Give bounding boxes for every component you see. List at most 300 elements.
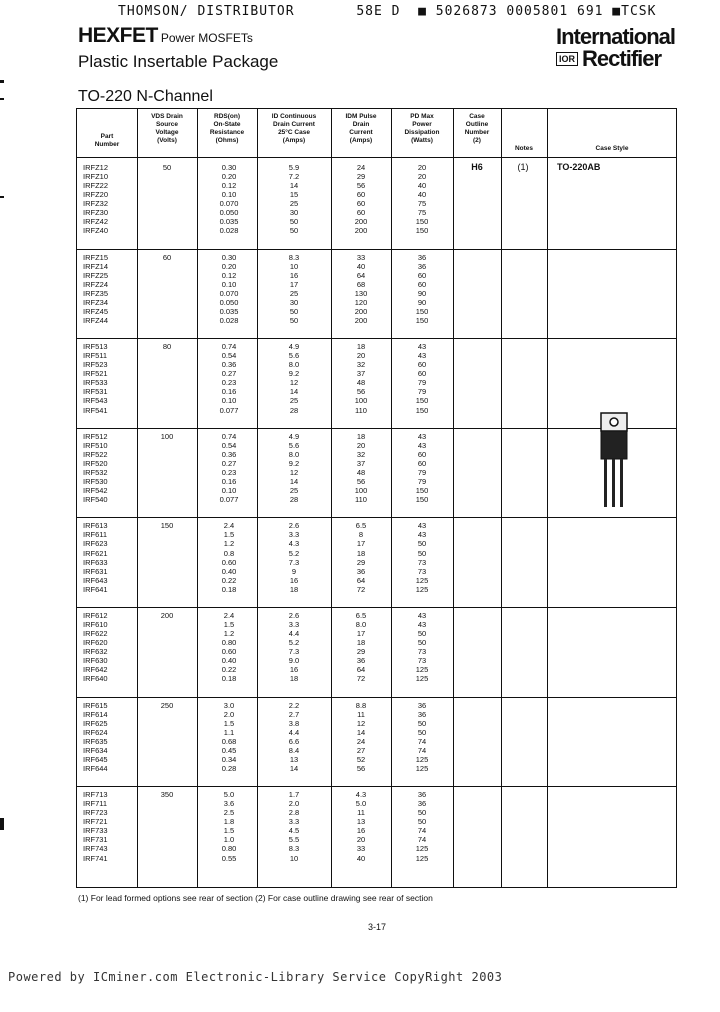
rds-value: 0.10 <box>221 190 237 200</box>
header-case: Case Outline Number (2) <box>464 113 490 144</box>
pd-value: 50 <box>417 638 427 648</box>
pd-value: 150 <box>415 306 429 316</box>
case-style-value: TO-220AB <box>557 162 601 172</box>
rds-value: 0.36 <box>221 360 237 370</box>
footnote: (1) For lead formed options see rear of section (2) For case outline drawing see rear of section <box>78 893 433 903</box>
part-number: IRF523 <box>83 360 108 370</box>
pd-value: 125 <box>415 763 429 773</box>
rds-value: 0.54 <box>221 351 237 361</box>
part-number: IRF624 <box>83 727 108 737</box>
id-value: 2.6 <box>288 611 300 620</box>
pd-value: 50 <box>417 718 427 728</box>
rds-value: 1.1 <box>223 727 235 737</box>
part-number: IRF634 <box>83 745 108 755</box>
pd-value: 125 <box>415 853 429 863</box>
idm-value: 64 <box>356 575 366 585</box>
idm-value: 29 <box>356 647 366 657</box>
id-value: 50 <box>289 315 299 325</box>
rds-value: 0.23 <box>221 378 237 388</box>
id-value: 25 <box>289 288 299 298</box>
rds-value: 1.5 <box>223 620 235 630</box>
idm-value: 72 <box>356 674 366 684</box>
id-value: 28 <box>289 405 299 415</box>
id-value: 2.0 <box>288 799 300 809</box>
part-number: IRF635 <box>83 736 108 746</box>
idm-value: 8.0 <box>355 620 367 630</box>
part-number: IRF733 <box>83 826 108 836</box>
pd-value: 125 <box>415 665 429 675</box>
part-number: IRFZ20 <box>83 190 109 200</box>
note-value: (1) <box>517 162 529 172</box>
idm-value: 32 <box>356 360 366 370</box>
part-number: IRF743 <box>83 844 108 854</box>
rds-value: 0.050 <box>219 297 239 307</box>
id-value: 50 <box>289 226 299 236</box>
part-number: IRFZ32 <box>83 199 109 209</box>
idm-value: 24 <box>356 736 366 746</box>
rds-value: 3.6 <box>223 799 235 809</box>
id-value: 9 <box>291 566 297 576</box>
part-number: IRF621 <box>83 548 108 558</box>
scan-mark <box>0 818 4 830</box>
rds-value: 0.028 <box>219 226 239 236</box>
id-value: 12 <box>289 378 299 388</box>
ior-badge: IOR <box>556 52 578 66</box>
rds-value: 0.55 <box>221 853 237 863</box>
id-value: 8.0 <box>288 360 300 370</box>
package-subtitle: Plastic Insertable Package <box>78 52 279 71</box>
rds-value: 0.40 <box>221 566 237 576</box>
idm-value: 14 <box>356 727 366 737</box>
pd-value: 36 <box>417 252 427 262</box>
company-logo <box>556 46 661 72</box>
part-number: IRF522 <box>83 449 108 459</box>
rds-value: 0.12 <box>221 270 237 280</box>
part-number: IRF543 <box>83 396 108 406</box>
idm-value: 18 <box>356 638 366 648</box>
id-value: 5.2 <box>288 638 300 648</box>
idm-value: 48 <box>356 378 366 388</box>
part-number: IRFZ44 <box>83 315 109 325</box>
logo-line-2: Rectifier <box>582 46 662 71</box>
pd-value: 20 <box>417 163 427 172</box>
rds-value: 0.23 <box>221 467 237 477</box>
vds-value: 60 <box>162 252 172 262</box>
section-title: TO-220 N-Channel <box>78 88 213 105</box>
pd-value: 75 <box>417 208 427 218</box>
idm-value: 13 <box>356 817 366 827</box>
pd-value: 60 <box>417 270 427 280</box>
part-number: IRFZ45 <box>83 306 109 316</box>
rds-value: 0.80 <box>221 844 237 854</box>
idm-value: 56 <box>356 387 366 397</box>
rds-value: 0.54 <box>221 440 237 450</box>
rds-value: 0.74 <box>221 431 237 441</box>
id-value: 18 <box>289 674 299 684</box>
part-number: IRF620 <box>83 638 108 648</box>
part-number: IRF723 <box>83 808 108 818</box>
part-number: IRFZ35 <box>83 288 109 298</box>
header-part: Part Number <box>94 133 120 148</box>
id-value: 25 <box>289 486 299 496</box>
header-id: ID Continuous Drain Current 25°C Case (Amps) <box>271 113 317 144</box>
id-value: 7.3 <box>288 557 300 567</box>
idm-value: 36 <box>356 656 366 666</box>
rds-value: 0.10 <box>221 486 237 496</box>
idm-value: 200 <box>354 217 368 227</box>
rds-value: 0.028 <box>219 315 239 325</box>
rds-value: 0.60 <box>221 647 237 657</box>
rds-value: 1.5 <box>223 718 235 728</box>
id-value: 28 <box>289 495 299 505</box>
pd-value: 60 <box>417 279 427 289</box>
pd-value: 73 <box>417 656 427 666</box>
id-value: 5.6 <box>288 440 300 450</box>
idm-value: 20 <box>356 351 366 361</box>
part-number: IRF644 <box>83 763 108 773</box>
part-number: IRF531 <box>83 387 108 397</box>
pd-value: 60 <box>417 449 427 459</box>
id-value: 14 <box>289 387 299 397</box>
id-value: 3.8 <box>288 718 300 728</box>
idm-value: 110 <box>355 405 367 415</box>
vds-value: 50 <box>162 163 172 172</box>
id-value: 10 <box>289 261 299 271</box>
idm-value: 56 <box>356 763 366 773</box>
part-number: IRF612 <box>83 611 108 620</box>
pd-value: 43 <box>417 611 427 620</box>
rds-value: 0.16 <box>221 387 237 397</box>
pd-value: 36 <box>417 709 427 719</box>
part-number: IRF611 <box>83 530 108 540</box>
pd-value: 43 <box>417 440 427 450</box>
rds-value: 0.077 <box>219 405 239 415</box>
vds-value: 150 <box>160 521 174 531</box>
part-number: IRFZ34 <box>83 297 109 307</box>
idm-value: 6.5 <box>355 521 367 531</box>
rds-value: 0.45 <box>221 745 237 755</box>
part-number: IRFZ22 <box>83 181 109 191</box>
part-number: IRF521 <box>83 369 108 379</box>
pd-value: 125 <box>415 844 429 854</box>
rds-value: 2.0 <box>223 709 235 719</box>
vds-value: 200 <box>160 611 174 620</box>
rds-value: 2.4 <box>223 521 235 531</box>
id-value: 50 <box>289 217 299 227</box>
pd-value: 40 <box>417 190 427 200</box>
pd-value: 36 <box>417 261 427 271</box>
pd-value: 36 <box>417 700 427 710</box>
id-value: 13 <box>289 754 299 764</box>
idm-value: 56 <box>356 181 366 191</box>
id-value: 8.0 <box>288 449 300 459</box>
idm-value: 11 <box>357 709 365 719</box>
rds-value: 1.0 <box>223 835 235 845</box>
scan-mark <box>0 80 4 83</box>
rds-value: 0.30 <box>221 163 237 172</box>
part-number: IRF510 <box>83 440 108 450</box>
idm-value: 100 <box>354 486 368 496</box>
part-number: IRF642 <box>83 665 108 675</box>
vds-value: 80 <box>162 342 172 352</box>
id-value: 25 <box>289 396 299 406</box>
logo-line-1: International <box>556 24 676 49</box>
distributor-stamp: THOMSON/ DISTRIBUTOR 58E D ■ 5026873 0005801 691 ■TCSK <box>118 4 657 19</box>
id-value: 3.3 <box>288 620 300 630</box>
header-case-style: Case Style <box>595 145 629 152</box>
rds-value: 0.36 <box>221 449 237 459</box>
id-value: 16 <box>289 575 299 585</box>
rds-value: 0.27 <box>221 458 237 468</box>
rds-value: 0.40 <box>221 656 237 666</box>
idm-value: 33 <box>356 252 366 262</box>
part-number: IRFZ15 <box>83 252 109 262</box>
pd-value: 150 <box>415 486 429 496</box>
part-number: IRF511 <box>83 351 108 361</box>
pd-value: 40 <box>417 181 427 191</box>
rds-value: 0.22 <box>221 665 237 675</box>
idm-value: 37 <box>356 458 366 468</box>
vds-value: 350 <box>160 790 174 800</box>
header-pd: PD Max Power Dissipation (Watts) <box>404 113 440 144</box>
spec-table <box>76 108 677 888</box>
pd-value: 50 <box>417 539 427 549</box>
part-number: IRF530 <box>83 477 108 487</box>
id-value: 4.5 <box>288 826 300 836</box>
id-value: 14 <box>289 763 299 773</box>
id-value: 2.8 <box>288 808 300 818</box>
part-number: IRF512 <box>83 431 108 441</box>
rds-value: 0.070 <box>219 288 239 298</box>
idm-value: 37 <box>356 369 366 379</box>
pd-value: 74 <box>417 736 427 746</box>
part-number: IRF713 <box>83 790 108 800</box>
idm-value: 52 <box>356 754 366 764</box>
title-main: HEXFET <box>78 24 158 47</box>
part-number: IRF633 <box>83 557 108 567</box>
idm-value: 200 <box>354 306 368 316</box>
idm-value: 12 <box>356 718 366 728</box>
part-number: IRF645 <box>83 754 108 764</box>
id-value: 5.2 <box>288 548 300 558</box>
idm-value: 60 <box>356 199 366 209</box>
id-value: 3.3 <box>288 530 300 540</box>
idm-value: 40 <box>356 853 366 863</box>
part-number: IRF542 <box>83 486 108 496</box>
rds-value: 0.18 <box>221 674 237 684</box>
part-number: IRF615 <box>83 700 108 710</box>
header-notes: Notes <box>514 145 534 152</box>
pd-value: 50 <box>417 808 427 818</box>
rds-value: 0.050 <box>219 208 239 218</box>
rds-value: 0.60 <box>221 557 237 567</box>
id-value: 25 <box>289 199 299 209</box>
pd-value: 43 <box>417 521 427 531</box>
part-number: IRF520 <box>83 458 108 468</box>
header-vds: VDS Drain Source Voltage (Volts) <box>151 113 183 144</box>
idm-value: 29 <box>356 557 366 567</box>
rds-value: 0.077 <box>219 495 239 505</box>
pd-value: 74 <box>417 745 427 755</box>
rds-value: 0.035 <box>219 217 239 227</box>
rds-value: 0.22 <box>221 575 237 585</box>
rds-value: 0.20 <box>221 172 237 182</box>
part-number: IRF613 <box>83 521 108 531</box>
rds-value: 1.8 <box>223 817 235 827</box>
pd-value: 43 <box>417 351 427 361</box>
pd-value: 79 <box>417 378 427 388</box>
part-number: IRFZ14 <box>83 261 109 271</box>
pd-value: 90 <box>417 297 427 307</box>
pd-value: 150 <box>415 217 429 227</box>
idm-value: 64 <box>356 270 366 280</box>
rds-value: 3.0 <box>223 700 235 710</box>
pd-value: 43 <box>417 530 427 540</box>
id-value: 3.3 <box>288 817 300 827</box>
part-number: IRFZ40 <box>83 226 109 236</box>
rds-value: 1.2 <box>223 629 235 639</box>
idm-value: 4.3 <box>355 790 367 800</box>
pd-value: 73 <box>417 566 427 576</box>
part-number: IRF643 <box>83 575 108 585</box>
scan-mark <box>0 196 4 198</box>
rds-value: 0.8 <box>223 548 235 558</box>
pd-value: 43 <box>417 431 427 441</box>
pd-value: 79 <box>417 477 427 487</box>
pd-value: 43 <box>417 342 427 352</box>
rds-value: 1.2 <box>223 539 235 549</box>
pd-value: 50 <box>417 629 427 639</box>
idm-value: 29 <box>356 172 366 182</box>
part-number: IRF640 <box>83 674 108 684</box>
pd-value: 43 <box>417 620 427 630</box>
rds-value: 0.30 <box>221 252 237 262</box>
id-value: 12 <box>289 467 299 477</box>
pd-value: 150 <box>415 315 429 325</box>
rds-value: 1.5 <box>223 826 235 836</box>
pd-value: 50 <box>417 548 427 558</box>
pd-value: 74 <box>417 826 427 836</box>
rds-value: 5.0 <box>223 790 235 800</box>
rds-value: 0.20 <box>221 261 237 271</box>
part-number: IRF711 <box>83 799 108 809</box>
part-number: IRF632 <box>83 647 108 657</box>
idm-value: 48 <box>356 467 366 477</box>
idm-value: 16 <box>356 826 366 836</box>
id-value: 4.3 <box>288 539 300 549</box>
id-value: 16 <box>289 270 299 280</box>
footer-credit: Powered by ICminer.com Electronic-Library Service CopyRight 2003 <box>8 970 503 984</box>
idm-value: 8 <box>358 530 364 540</box>
part-number: IRF622 <box>83 629 108 639</box>
idm-value: 72 <box>356 584 366 594</box>
idm-value: 27 <box>356 745 366 755</box>
scan-mark <box>0 98 4 100</box>
part-number: IRF630 <box>83 656 108 666</box>
idm-value: 20 <box>356 440 366 450</box>
rds-value: 0.10 <box>221 279 237 289</box>
pd-value: 20 <box>417 172 427 182</box>
rds-value: 2.5 <box>223 808 235 818</box>
rds-value: 2.4 <box>223 611 235 620</box>
idm-value: 5.0 <box>355 799 367 809</box>
idm-value: 110 <box>355 495 367 505</box>
id-value: 4.4 <box>288 727 300 737</box>
idm-value: 20 <box>356 835 366 845</box>
idm-value: 130 <box>354 288 368 298</box>
part-number: IRF721 <box>83 817 108 827</box>
idm-value: 68 <box>356 279 366 289</box>
pd-value: 50 <box>417 817 427 827</box>
idm-value: 18 <box>356 548 366 558</box>
part-number: IRF540 <box>83 495 108 505</box>
vds-value: 100 <box>160 431 174 441</box>
rds-value: 0.68 <box>221 736 237 746</box>
idm-value: 200 <box>354 226 368 236</box>
pd-value: 79 <box>417 467 427 477</box>
id-value: 2.7 <box>288 709 300 719</box>
part-number: IRF641 <box>83 584 108 594</box>
id-value: 30 <box>289 208 299 218</box>
idm-value: 8.8 <box>355 700 367 710</box>
idm-value: 36 <box>356 566 366 576</box>
id-value: 14 <box>289 181 299 191</box>
id-value: 2.6 <box>288 521 300 531</box>
page-number: 3-17 <box>368 922 387 932</box>
id-value: 14 <box>289 477 299 487</box>
part-number: IRF532 <box>83 467 108 477</box>
part-number: IRFZ24 <box>83 279 109 289</box>
vds-value: 250 <box>160 700 174 710</box>
part-number: IRF623 <box>83 539 108 549</box>
part-number: IRF541 <box>83 405 108 415</box>
id-value: 50 <box>289 306 299 316</box>
idm-value: 40 <box>356 261 366 271</box>
id-value: 8.3 <box>288 844 300 854</box>
part-number: IRFZ25 <box>83 270 109 280</box>
part-number: IRFZ30 <box>83 208 109 218</box>
id-value: 7.2 <box>288 172 300 182</box>
id-value: 7.3 <box>288 647 300 657</box>
id-value: 5.5 <box>288 835 300 845</box>
id-value: 5.9 <box>288 163 300 172</box>
id-value: 16 <box>289 665 299 675</box>
rds-value: 0.10 <box>221 396 237 406</box>
id-value: 17 <box>289 279 299 289</box>
idm-value: 120 <box>354 297 368 307</box>
part-number: IRF731 <box>83 835 108 845</box>
pd-value: 150 <box>415 495 429 505</box>
idm-value: 17 <box>356 539 366 549</box>
idm-value: 60 <box>356 208 366 218</box>
case-outline-value: H6 <box>471 162 483 172</box>
to220-package-icon <box>597 411 633 511</box>
idm-value: 11 <box>357 808 365 818</box>
pd-value: 150 <box>415 396 429 406</box>
id-value: 30 <box>289 297 299 307</box>
part-number: IRF513 <box>83 342 108 352</box>
id-value: 18 <box>289 584 299 594</box>
rds-value: 0.070 <box>219 199 239 209</box>
idm-value: 56 <box>356 477 366 487</box>
idm-value: 17 <box>356 629 366 639</box>
id-value: 4.4 <box>288 629 300 639</box>
part-number: IRF625 <box>83 718 108 728</box>
rds-value: 0.18 <box>221 584 237 594</box>
idm-value: 32 <box>356 449 366 459</box>
id-value: 5.6 <box>288 351 300 361</box>
part-number: IRFZ42 <box>83 217 109 227</box>
